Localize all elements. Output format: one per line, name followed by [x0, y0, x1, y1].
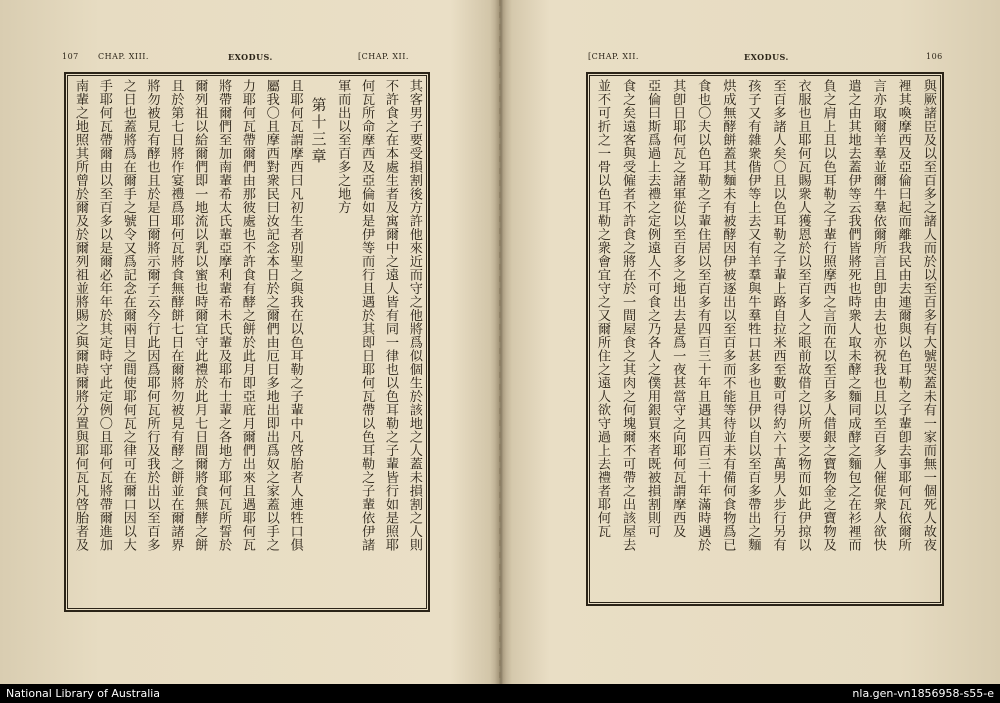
- text-column: 食之矣遠客與受僱者不許食之將在於一間屋食之其肉之何塊爾不可帶之出該屋去: [620, 79, 636, 552]
- binding-stitch: [499, 0, 501, 684]
- text-column: 其卽日耶何瓦之諸軍從以至百多之地出去是爲一夜甚當守之向耶何瓦謂摩西及: [670, 79, 686, 538]
- right-text-frame: [586, 72, 944, 606]
- right-page-number: 106: [926, 52, 943, 61]
- text-column: 衣服也且耶何瓦賜衆人獲恩於以至百多人之眼前故借之以所要之物而如此伊掠以: [795, 79, 811, 552]
- text-column: 食也〇夫以色耳勒之子輩住居以至百多有四百三十年且遇其四百三十年滿時遇於: [695, 79, 711, 552]
- footer-library-name: National Library of Australia: [6, 687, 161, 700]
- text-column: 其客男子要受損割後方許他來近而守之他將爲似個生於該地之人蓋未損割之人則: [406, 79, 422, 552]
- footer-item-id: nla.gen-vn1856958-s55-e: [852, 687, 994, 700]
- text-column: 爾列祖以給爾們即一地流以乳以蜜也時爾宜守此禮於此月七日間爾將食無酵之餅: [192, 79, 208, 552]
- text-column: 將帶爾們至加南輩希太氏輩亞摩利輩希未氏輩及耶布士輩之各地方耶何瓦所誓於: [216, 79, 232, 552]
- text-column: 之日也蓋將爲在爾手之號令又爲記念在爾兩目之間使耶何瓦之律可在爾口因以大: [120, 79, 136, 552]
- left-chapter-label: CHAP. XIII.: [98, 52, 149, 61]
- text-column: 負之肩上且以色耳勒之子輩行照摩西之言而在以至百多人借銀之寶物金之寶物及: [820, 79, 836, 552]
- gutter-shadow: [490, 0, 512, 684]
- text-column: 且於第七日將作宴禮爲耶何瓦將食無酵餅七日在爾將勿被見有酵之餅並在爾諸界: [168, 79, 184, 552]
- text-column: 不許食之在本處生者及寓爾中之遠人皆有同一律也以色耳勒之子輩皆行如是照耶: [382, 79, 398, 552]
- text-column: 至百多諸人矣〇且以色耳勒之子輩上路自拉米西至數可得約六十萬男人步行另有: [770, 79, 786, 552]
- text-column: 軍而出以至百多之地方: [335, 79, 351, 214]
- text-column: 手耶何瓦帶爾由以至百多以是爾必年年於其定時守此定例〇且耶何瓦將帶爾進加: [96, 79, 112, 552]
- text-column: 且耶何瓦謂摩西曰凡初生者別聖之與我在以色耳勒之子輩中凡啓胎者人連牲口俱: [287, 79, 303, 552]
- text-column: 將勿被見有酵也且於是日爾將示爾子云今行此因爲耶何瓦所行及我於出以至百多: [144, 79, 160, 552]
- left-chapter-label-right: [CHAP. XII.: [358, 52, 409, 61]
- left-page-header: [62, 52, 428, 66]
- left-running-title: EXODUS.: [228, 52, 273, 62]
- text-column: 南輩之地照其所曾於爾及於爾列祖並將賜之與爾時爾將分置與耶何瓦凡啓胎者及: [73, 79, 88, 552]
- left-text-columns: [72, 79, 422, 605]
- text-column: 屬我〇且摩西對衆民曰汝記念本日於之爾們由厄日多地出即出爲奴之家蓋以手之: [263, 79, 279, 552]
- text-column: 力耶何瓦帶爾們由那彼處也不許食有酵之餅於此月即亞庇月爾們出來且遇耶何瓦: [239, 79, 255, 552]
- footer-bar: [0, 684, 1000, 703]
- text-column: 言亦取爾羊羣並爾牛羣依爾所言且卽由去也亦祝我也且以至百多人催促衆人欲快: [870, 79, 886, 552]
- right-chapter-label: [CHAP. XII.: [588, 52, 639, 61]
- text-column: 孩子又有雜衆偕伊等上去又有羊羣與牛羣牲口甚多也且伊以自以至百多帶出之麵: [745, 79, 761, 552]
- right-page-header: [588, 52, 948, 66]
- left-page: [0, 0, 498, 684]
- text-column: 亞倫曰斯爲過上去禮之定例遠人不可食之乃各人之僕用銀買來者既被損割則可: [645, 79, 661, 538]
- left-text-frame: [64, 72, 430, 612]
- text-column: 並不可折之一骨以色耳勒之衆會宜守之又爾所住之遠人欲守過上去禮者耶何瓦: [595, 79, 610, 538]
- right-text-columns: [594, 79, 936, 599]
- text-column: 遣之由其地去蓋伊等云我們皆將死也時衆人取未酵之麵同成酵之麵包之在衫裡而: [845, 79, 861, 552]
- left-page-number: 107: [62, 52, 79, 61]
- text-column: 與厥諸臣及以至百多之諸人而於以至百多有大號哭蓋未有一家而無一個死人故夜: [920, 79, 936, 552]
- text-column: 何瓦所命摩西及亞倫如是伊等而行且遇於其即日耶何瓦帶以色耳勒之子輩依伊諸: [359, 79, 375, 552]
- right-running-title: EXODUS.: [744, 52, 789, 62]
- text-column: 裡其喚摩西及亞倫曰起而離我民由去連爾與以色耳勒之子輩卽去事耶何瓦依爾所: [895, 79, 911, 552]
- right-page: [500, 0, 1000, 684]
- text-column: 烘成無酵餅蓋其麵未有被酵因伊被逐出以至百多而不能等待並未有備何食物爲已: [720, 79, 736, 552]
- text-column: 第十三章: [309, 97, 328, 165]
